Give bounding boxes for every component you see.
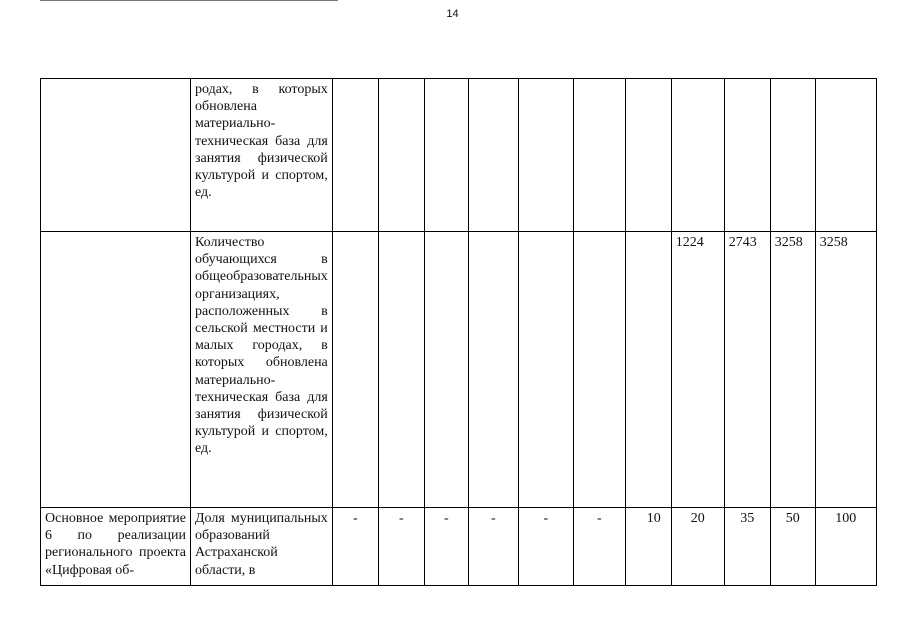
value-cell: 3258 (770, 232, 815, 508)
value-cell: - (468, 508, 518, 586)
top-rule (40, 0, 338, 1)
value-cell (332, 232, 378, 508)
value-cell (518, 232, 573, 508)
indicator-cell: Доля муниципальных образований Астраханской области, в (191, 508, 333, 586)
value-cell (573, 79, 625, 232)
value-cell (671, 79, 724, 232)
value-cell (378, 232, 424, 508)
value-cell (625, 79, 671, 232)
activity-cell: Основное мероприятие 6 по реализации регионального проекта «Цифровая об- (41, 508, 191, 586)
value-cell: - (518, 508, 573, 586)
value-cell (332, 79, 378, 232)
value-cell (468, 79, 518, 232)
page-number: 14 (446, 8, 459, 20)
activity-cell (41, 79, 191, 232)
value-cell: 10 (625, 508, 671, 586)
value-cell (378, 79, 424, 232)
value-cell: 50 (770, 508, 815, 586)
value-cell (625, 232, 671, 508)
value-cell: - (332, 508, 378, 586)
value-cell: - (424, 508, 468, 586)
value-cell: 2743 (724, 232, 770, 508)
table-row (41, 508, 877, 586)
value-cell (424, 79, 468, 232)
value-cell (815, 79, 876, 232)
table-row (41, 232, 877, 508)
value-cell: 1224 (671, 232, 724, 508)
value-cell (573, 232, 625, 508)
value-cell: - (573, 508, 625, 586)
data-table (40, 78, 877, 586)
value-cell: 3258 (815, 232, 876, 508)
table-row (41, 79, 877, 232)
value-cell (424, 232, 468, 508)
value-cell (770, 79, 815, 232)
indicator-cell: родах, в которых обновлена материально-техническая база для занятия физической культурой и спортом, ед. (191, 79, 333, 232)
value-cell: 35 (724, 508, 770, 586)
value-cell: - (378, 508, 424, 586)
value-cell (468, 232, 518, 508)
value-cell: 20 (671, 508, 724, 586)
value-cell (724, 79, 770, 232)
activity-cell (41, 232, 191, 508)
indicator-cell: Количество обучающихся в общеобразовательных организациях, расположенных в сельской местности и малых городах, в которых обновлена материально-техническая база для занятия физической культурой и спортом, ед. (191, 232, 333, 508)
value-cell: 100 (815, 508, 876, 586)
value-cell (518, 79, 573, 232)
